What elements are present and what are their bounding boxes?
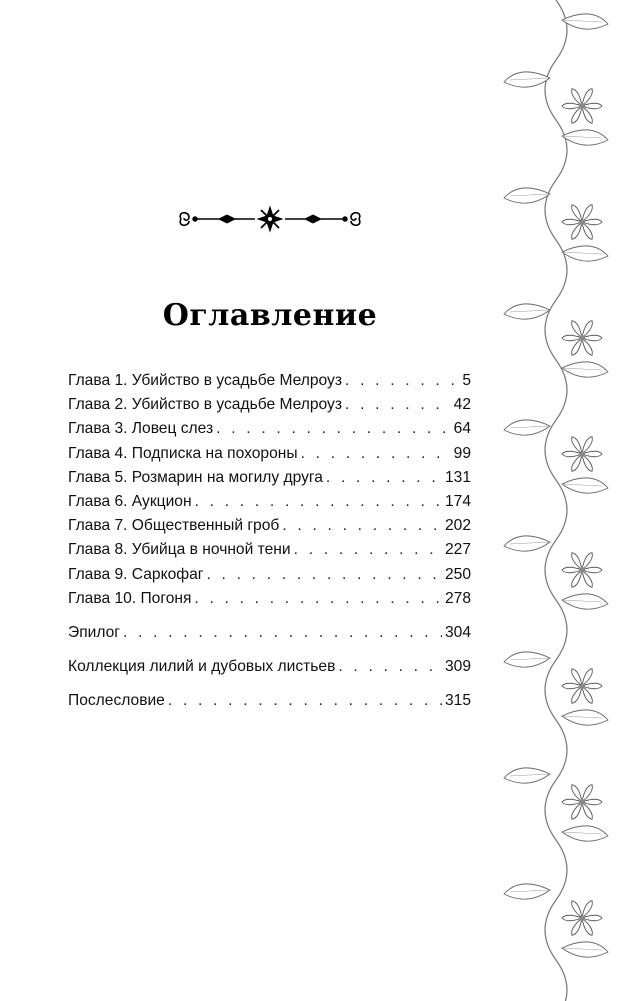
- toc-entry-afterword[interactable]: [68, 692, 471, 716]
- toc-entry-label: Послесловие: [68, 692, 165, 710]
- toc-entry-page: 304: [444, 623, 471, 641]
- toc-entry-label: Глава 8. Убийца в ночной тени: [68, 541, 291, 559]
- toc-entry-page: 227: [444, 541, 471, 559]
- toc-entry-page: 202: [444, 517, 471, 535]
- page-title: Оглавление: [162, 298, 378, 333]
- dot-leader: [195, 493, 442, 511]
- dot-leader: [338, 658, 442, 676]
- toc-entry-label: Глава 7. Общественный гроб: [68, 517, 280, 535]
- toc-entry-collection[interactable]: [68, 658, 471, 682]
- toc-entry-label: Эпилог: [68, 623, 120, 641]
- toc-entry-page: 64: [453, 420, 471, 438]
- dot-leader: [294, 541, 442, 559]
- toc-entry-label: Глава 9. Саркофаг: [68, 565, 204, 583]
- table-of-contents: [68, 372, 471, 716]
- dot-leader: [345, 396, 451, 414]
- toc-entry-page: 174: [444, 492, 471, 510]
- toc-entry-chapter-2[interactable]: [68, 396, 471, 420]
- dot-leader: [326, 469, 442, 487]
- toc-entry-epilogue[interactable]: [68, 624, 471, 648]
- toc-entry-chapter-9[interactable]: [68, 566, 471, 590]
- toc-entry-label: Глава 10. Погоня: [68, 589, 192, 607]
- toc-entry-label: Глава 6. Аукцион: [68, 492, 192, 510]
- toc-entry-chapter-5[interactable]: [68, 469, 471, 493]
- toc-entry-chapter-1[interactable]: [68, 372, 471, 396]
- dot-leader: [301, 445, 451, 463]
- toc-entry-page: 131: [444, 468, 471, 486]
- toc-spacer: [68, 614, 471, 624]
- toc-entry-label: Глава 5. Розмарин на могилу друга: [68, 468, 323, 486]
- toc-entry-page: 309: [444, 658, 471, 676]
- toc-spacer: [68, 682, 471, 692]
- toc-entry-page: 99: [453, 444, 471, 462]
- toc-spacer: [68, 648, 471, 658]
- toc-entry-chapter-10[interactable]: [68, 590, 471, 614]
- dot-leader: [282, 517, 442, 535]
- toc-entry-label: Глава 2. Убийство в усадьбе Мелроуз: [68, 396, 342, 414]
- dot-leader: [194, 590, 442, 608]
- toc-entry-page: 250: [444, 565, 471, 583]
- toc-entry-label: Глава 1. Убийство в усадьбе Мелроуз: [68, 372, 342, 389]
- dot-leader: [206, 566, 442, 584]
- flourish-divider-icon: [175, 205, 365, 233]
- toc-entry-chapter-6[interactable]: [68, 493, 471, 517]
- toc-entry-chapter-3[interactable]: [68, 420, 471, 444]
- toc-entry-label: Глава 4. Подписка на похороны: [68, 444, 298, 462]
- toc-entry-page: 315: [444, 692, 471, 710]
- toc-entry-chapter-4[interactable]: [68, 445, 471, 469]
- toc-entry-label: Коллекция лилий и дубовых листьев: [68, 658, 336, 676]
- toc-entry-page: 278: [444, 589, 471, 607]
- dot-leader: [168, 692, 442, 710]
- lily-floral-border-icon: [492, 0, 620, 1001]
- dot-leader: [345, 372, 459, 390]
- toc-entry-chapter-7[interactable]: [68, 517, 471, 541]
- toc-entry-chapter-8[interactable]: [68, 541, 471, 565]
- dot-leader: [123, 624, 442, 642]
- dot-leader: [216, 420, 451, 438]
- toc-entry-label: Глава 3. Ловец слез: [68, 420, 214, 438]
- toc-entry-page: 5: [462, 372, 471, 389]
- toc-entry-page: 42: [453, 396, 471, 414]
